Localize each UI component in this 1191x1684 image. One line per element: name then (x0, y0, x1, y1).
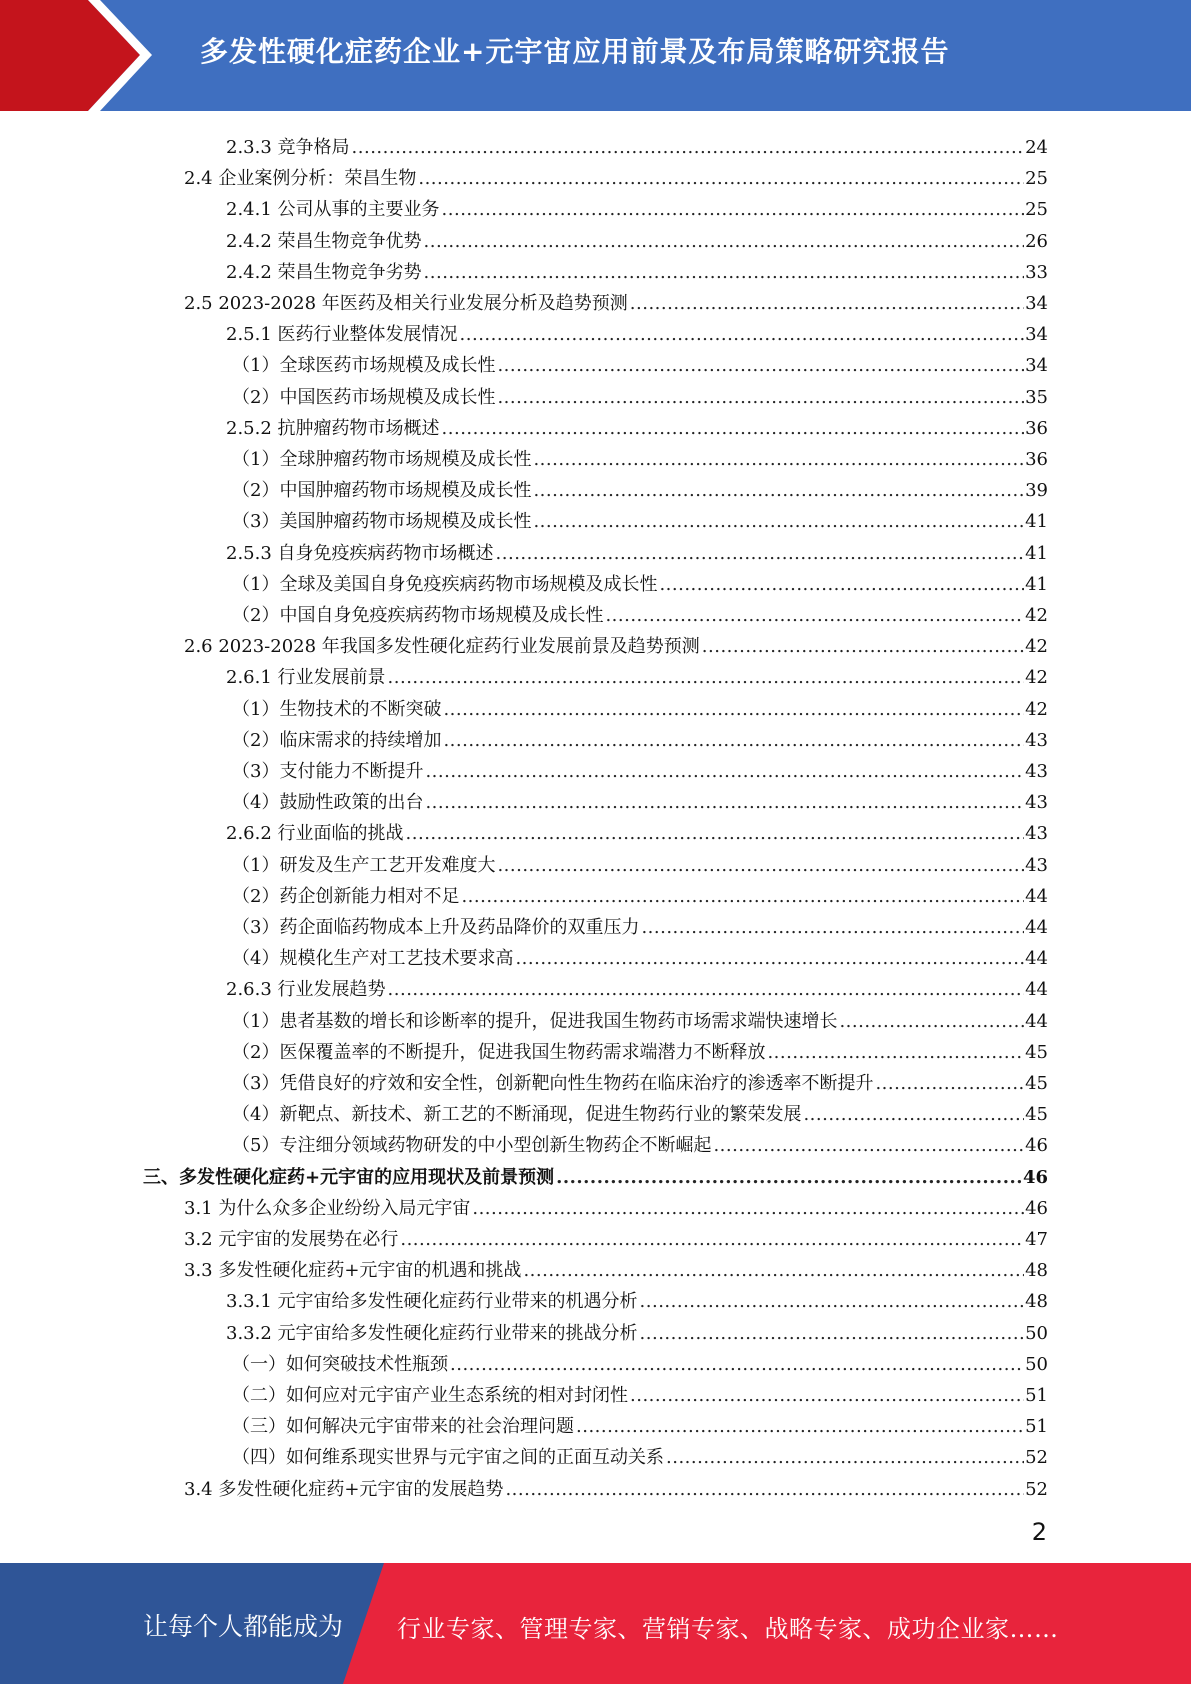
page-number: 2 (1031, 1518, 1047, 1546)
toc-entry-page: 45 (1025, 1073, 1048, 1094)
toc-entry[interactable] (226, 970, 1048, 1001)
toc-dot-leader (388, 979, 1025, 1001)
toc-dot-leader (533, 511, 1024, 533)
toc-entry-label: （2）中国自身免疫疾病药物市场规模及成长性 (232, 605, 604, 626)
toc-entry[interactable] (232, 346, 1048, 377)
report-title: 多发性硬化症药企业+元宇宙应用前景及布局策略研究报告 (200, 35, 950, 68)
toc-entry[interactable] (232, 1002, 1048, 1033)
toc-entry-label: 3.3.2 元宇宙给多发性硬化症药行业带来的挑战分析 (226, 1322, 638, 1344)
toc-dot-leader (505, 1479, 1024, 1501)
toc-entry[interactable] (226, 128, 1048, 159)
toc-dot-leader (497, 855, 1024, 877)
toc-entry-page: 45 (1025, 1041, 1048, 1063)
toc-dot-leader (515, 948, 1024, 970)
toc-entry-page: 42 (1025, 698, 1048, 720)
toc-entry-label: 3.3.1 元宇宙给多发性硬化症药行业带来的机遇分析 (226, 1291, 638, 1313)
toc-entry[interactable] (232, 502, 1048, 533)
toc-entry-label: （2）中国肿瘤药物市场规模及成长性 (232, 480, 532, 502)
toc-dot-leader (443, 730, 1024, 752)
toc-entry[interactable] (232, 721, 1048, 752)
toc-entry[interactable] (232, 846, 1048, 877)
toc-entry-page: 51 (1025, 1385, 1048, 1406)
toc-entry[interactable] (226, 1282, 1048, 1313)
toc-entry[interactable] (232, 1345, 1048, 1376)
toc-entry-page: 41 (1025, 511, 1048, 533)
toc-entry-page: 46 (1025, 1197, 1048, 1219)
toc-entry[interactable] (184, 284, 1048, 315)
toc-entry-label: 2.5 2023-2028 年医药及相关行业发展分析及趋势预测 (184, 293, 628, 314)
toc-entry-label: （三）如何解决元宇宙带来的社会治理问题 (232, 1416, 574, 1438)
toc-entry-label: （3）凭借良好的疗效和安全性，创新靶向性生物药在临床治疗的渗透率不断提升 (232, 1073, 874, 1094)
toc-dot-leader (605, 605, 1024, 627)
toc-entry-label: （4）规模化生产对工艺技术要求高 (232, 948, 514, 970)
toc-dot-leader (497, 355, 1024, 377)
page-footer (0, 1563, 1191, 1684)
toc-entry[interactable] (232, 690, 1048, 721)
toc-entry[interactable] (226, 222, 1048, 253)
toc-entry[interactable] (232, 908, 1048, 939)
toc-entry[interactable] (226, 534, 1048, 565)
toc-dot-leader (472, 1198, 1024, 1220)
toc-entry-label: 2.6 2023-2028 年我国多发性硬化症药行业发展前景及趋势预测 (184, 636, 700, 658)
toc-entry[interactable] (232, 752, 1048, 783)
toc-dot-leader (576, 1416, 1024, 1438)
toc-entry-label: 2.4.2 荣昌生物竞争优势 (226, 230, 422, 252)
toc-entry-label: （一）如何突破技术性瓶颈 (232, 1353, 448, 1375)
toc-entry[interactable] (232, 596, 1048, 627)
toc-entry[interactable] (184, 1251, 1048, 1282)
toc-entry-page: 43 (1025, 792, 1048, 814)
toc-entry[interactable] (232, 877, 1048, 908)
toc-entry-page: 41 (1025, 542, 1048, 564)
toc-dot-leader (388, 667, 1025, 689)
toc-entry-label: （4）鼓励性政策的出台 (232, 792, 424, 814)
toc-entry-page: 36 (1025, 417, 1048, 439)
toc-entry[interactable] (232, 1095, 1048, 1126)
toc-dot-leader (803, 1104, 1024, 1126)
toc-dot-leader (630, 1385, 1024, 1407)
toc-entry-page: 48 (1025, 1291, 1048, 1313)
toc-dot-leader (400, 1229, 1024, 1251)
toc-dot-leader (406, 823, 1025, 845)
toc-dot-leader (702, 636, 1024, 658)
toc-entry[interactable] (232, 378, 1048, 409)
toc-entry[interactable] (232, 783, 1048, 814)
toc-dot-leader (641, 917, 1024, 939)
header-arrow-decoration (0, 0, 170, 111)
toc-entry[interactable] (232, 1064, 1048, 1095)
toc-entry[interactable] (226, 409, 1048, 440)
toc-entry-page: 43 (1025, 761, 1048, 782)
toc-entry[interactable] (184, 1470, 1048, 1501)
toc-dot-leader (461, 886, 1024, 908)
toc-entry-label: 2.3.3 竞争格局 (226, 137, 350, 158)
toc-dot-leader (496, 543, 1025, 565)
toc-dot-leader (442, 199, 1025, 221)
toc-entry-label: 2.6.1 行业发展前景 (226, 667, 386, 689)
toc-entry-label: 2.4.1 公司从事的主要业务 (226, 199, 440, 221)
toc-entry-label: 2.4.2 荣昌生物竞争劣势 (226, 261, 422, 283)
toc-dot-leader (425, 792, 1024, 814)
toc-entry-label: 3.3 多发性硬化症药+元宇宙的机遇和挑战 (184, 1260, 522, 1282)
toc-entry-label: （四）如何维系现实世界与元宇宙之间的正面互动关系 (232, 1447, 664, 1469)
toc-entry-page: 45 (1025, 1104, 1048, 1126)
toc-entry[interactable] (143, 1158, 1048, 1189)
toc-entry-page: 43 (1025, 823, 1048, 845)
footer-slogan-right: 行业专家、管理专家、营销专家、战略专家、成功企业家…… (397, 1615, 1059, 1643)
toc-entry[interactable] (184, 1189, 1048, 1220)
toc-entry-label: （4）新靶点、新技术、新工艺的不断涌现，促进生物药行业的繁荣发展 (232, 1104, 802, 1126)
toc-dot-leader (352, 137, 1025, 159)
toc-entry-page: 46 (1025, 1135, 1048, 1157)
toc-entry-page: 33 (1025, 261, 1048, 283)
toc-entry-page: 24 (1025, 137, 1048, 158)
toc-dot-leader (450, 1354, 1024, 1376)
toc-dot-leader (875, 1073, 1024, 1095)
toc-entry-label: 3.4 多发性硬化症药+元宇宙的发展趋势 (184, 1478, 504, 1500)
toc-entry-page: 41 (1025, 573, 1048, 595)
toc-entry[interactable] (232, 1126, 1048, 1157)
toc-entry-label: （3）支付能力不断提升 (232, 761, 424, 782)
toc-entry-page: 39 (1025, 480, 1048, 502)
toc-dot-leader (443, 699, 1024, 721)
toc-entry[interactable] (232, 471, 1048, 502)
toc-entry[interactable] (226, 253, 1048, 284)
toc-entry-label: （1）全球肿瘤药物市场规模及成长性 (232, 449, 532, 470)
toc-entry-label: （2）药企创新能力相对不足 (232, 885, 460, 907)
toc-entry[interactable] (184, 159, 1048, 190)
toc-entry-page: 26 (1025, 230, 1048, 252)
toc-dot-leader (556, 1167, 1022, 1189)
toc-entry-page: 44 (1025, 917, 1048, 938)
toc-entry-page: 25 (1025, 168, 1048, 190)
toc-entry-label: 3.1 为什么众多企业纷纷入局元宇宙 (184, 1197, 471, 1219)
toc-entry[interactable] (226, 315, 1048, 346)
toc-entry-page: 34 (1025, 355, 1048, 377)
toc-dot-leader (839, 1011, 1024, 1033)
toc-entry-page: 50 (1025, 1353, 1048, 1375)
toc-entry[interactable] (232, 565, 1048, 596)
toc-entry-label: （1）生物技术的不断突破 (232, 698, 442, 720)
toc-dot-leader (418, 168, 1024, 190)
toc-entry-page: 46 (1022, 1166, 1048, 1188)
toc-entry-label: 2.5.3 自身免疫疾病药物市场概述 (226, 542, 494, 564)
toc-dot-leader (424, 262, 1025, 284)
toc-entry-label: （2）中国医药市场规模及成长性 (232, 386, 496, 408)
toc-dot-leader (442, 418, 1025, 440)
toc-entry[interactable] (184, 627, 1048, 658)
toc-entry-page: 44 (1025, 948, 1048, 970)
toc-entry-label: 3.2 元宇宙的发展势在必行 (184, 1229, 399, 1250)
toc-entry-label: 2.6.2 行业面临的挑战 (226, 823, 404, 845)
toc-entry[interactable] (226, 814, 1048, 845)
toc-entry-page: 42 (1025, 636, 1048, 658)
toc-entry[interactable] (226, 1314, 1048, 1345)
toc-entry-label: （2）医保覆盖率的不断提升，促进我国生物药需求端潜力不断释放 (232, 1041, 766, 1063)
toc-entry-page: 43 (1025, 729, 1048, 751)
toc-dot-leader (640, 1323, 1025, 1345)
toc-entry-page: 43 (1025, 854, 1048, 876)
toc-entry-page: 25 (1025, 199, 1048, 221)
toc-dot-leader (533, 449, 1024, 471)
toc-entry-page: 36 (1025, 449, 1048, 470)
toc-entry-page: 51 (1025, 1416, 1048, 1438)
toc-entry-page: 52 (1025, 1447, 1048, 1469)
toc-dot-leader (640, 1291, 1025, 1313)
toc-entry-label: （5）专注细分领域药物研发的中小型创新生物药企不断崛起 (232, 1135, 712, 1157)
toc-dot-leader (523, 1260, 1024, 1282)
toc-dot-leader (497, 387, 1024, 409)
toc-entry-page: 52 (1025, 1478, 1048, 1500)
toc-entry-label: （1）患者基数的增长和诊断率的提升，促进我国生物药市场需求端快速增长 (232, 1010, 838, 1032)
toc-entry[interactable] (232, 440, 1048, 471)
toc-entry[interactable] (232, 939, 1048, 970)
page-header (0, 0, 1191, 111)
toc-entry-label: 2.6.3 行业发展趋势 (226, 979, 386, 1001)
toc-entry-page: 48 (1025, 1260, 1048, 1282)
toc-entry-page: 44 (1025, 885, 1048, 907)
toc-dot-leader (630, 293, 1024, 315)
toc-dot-leader (424, 231, 1025, 253)
toc-entry-label: （3）药企面临药物成本上升及药品降价的双重压力 (232, 917, 640, 938)
footer-slogan-left: 让每个人都能成为 (143, 1612, 344, 1641)
toc-dot-leader (659, 574, 1024, 596)
toc-entry-label: 三、多发性硬化症药+元宇宙的应用现状及前景预测 (143, 1166, 555, 1188)
toc-entry-page: 44 (1025, 1010, 1048, 1032)
toc-entry-page: 42 (1025, 605, 1048, 626)
toc-dot-leader (533, 480, 1024, 502)
toc-entry-page: 47 (1025, 1229, 1048, 1250)
toc-dot-leader (460, 324, 1025, 346)
toc-entry-page: 34 (1025, 293, 1048, 314)
toc-entry-label: 2.5.1 医药行业整体发展情况 (226, 324, 458, 346)
toc-entry-label: （1）全球医药市场规模及成长性 (232, 355, 496, 377)
toc-entry[interactable] (226, 658, 1048, 689)
toc-entry[interactable] (232, 1376, 1048, 1407)
toc-entry[interactable] (232, 1438, 1048, 1469)
toc-entry-page: 35 (1025, 386, 1048, 408)
toc-entry[interactable] (232, 1407, 1048, 1438)
toc-entry-page: 50 (1025, 1322, 1048, 1344)
toc-entry-label: 2.4 企业案例分析：荣昌生物 (184, 168, 417, 190)
toc-entry[interactable] (184, 1220, 1048, 1251)
toc-entry-label: （1）全球及美国自身免疫疾病药物市场规模及成长性 (232, 573, 658, 595)
toc-entry-label: （1）研发及生产工艺开发难度大 (232, 854, 496, 876)
toc-dot-leader (767, 1042, 1024, 1064)
toc-entry[interactable] (226, 190, 1048, 221)
toc-dot-leader (425, 761, 1024, 783)
toc-entry-page: 42 (1025, 667, 1048, 689)
toc-entry-label: （3）美国肿瘤药物市场规模及成长性 (232, 511, 532, 533)
toc-entry-page: 34 (1025, 324, 1048, 346)
toc-entry-label: （二）如何应对元宇宙产业生态系统的相对封闭性 (232, 1385, 628, 1406)
toc-dot-leader (713, 1135, 1024, 1157)
toc-entry-page: 44 (1025, 979, 1048, 1001)
toc-dot-leader (666, 1447, 1024, 1469)
toc-entry[interactable] (232, 1033, 1048, 1064)
toc-entry-label: 2.5.2 抗肿瘤药物市场概述 (226, 417, 440, 439)
toc-entry-label: （2）临床需求的持续增加 (232, 729, 442, 751)
